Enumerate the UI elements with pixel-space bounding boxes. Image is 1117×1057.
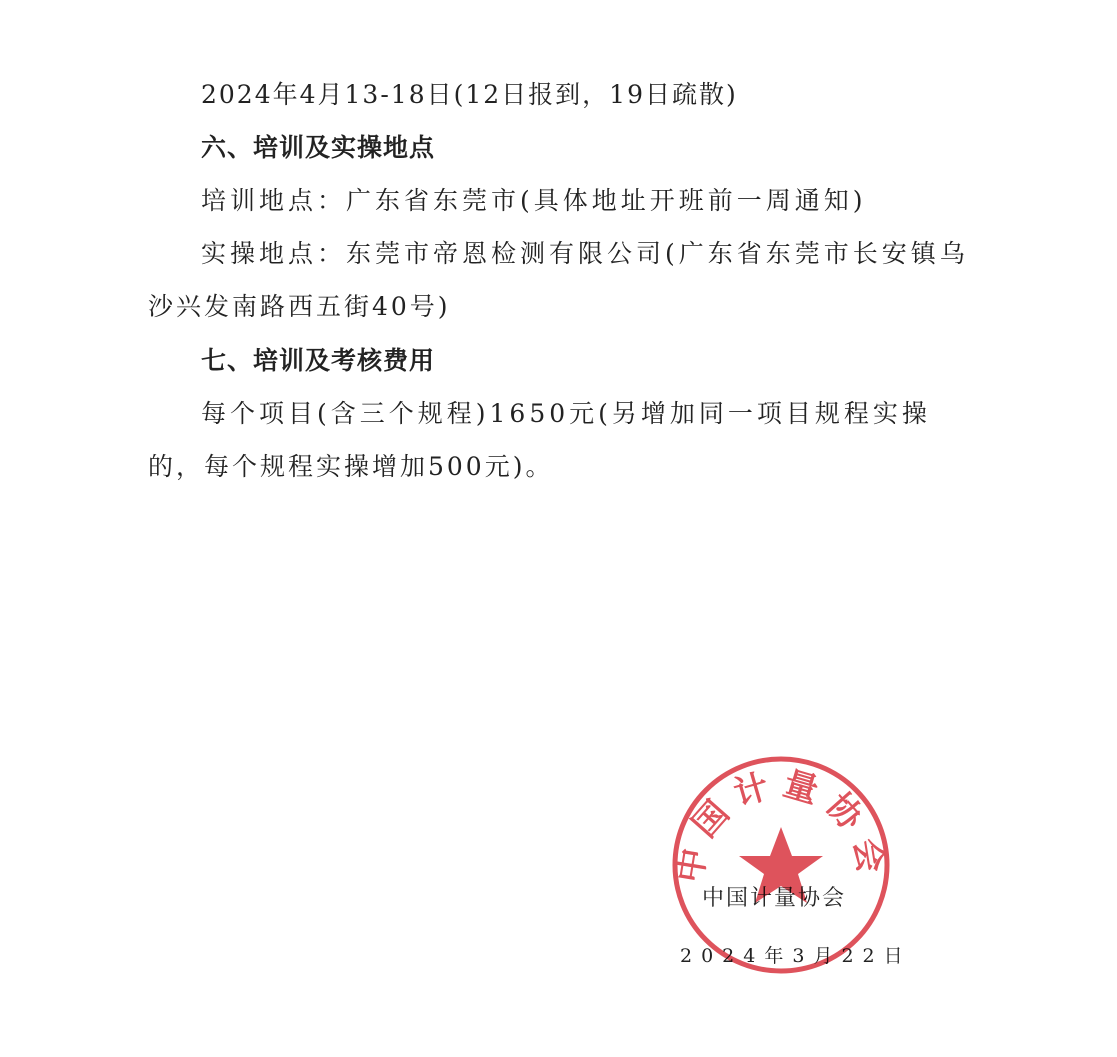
star-icon — [739, 827, 823, 903]
official-seal — [668, 752, 894, 978]
section-7-heading: 七、培训及考核费用 — [201, 346, 436, 375]
seal-text: 中国计量协会 — [669, 763, 893, 886]
fee-line-2: 的，每个规程实操增加500元)。 — [148, 452, 554, 481]
practice-location-line-1: 实操地点：东莞市帝恩检测有限公司(广东省东莞市长安镇乌 — [201, 239, 969, 268]
practice-location-line-2: 沙兴发南路西五街40号) — [148, 292, 451, 321]
training-location-line: 培训地点：广东省东莞市(具体地址开班前一周通知) — [201, 186, 867, 215]
training-dates-line: 2024年4月13-18日(12日报到，19日疏散) — [201, 80, 738, 109]
signature-date: 2024年3月22日 — [680, 945, 912, 967]
signature-organization: 中国计量协会 — [702, 886, 847, 911]
fee-line-1: 每个项目(含三个规程)1650元(另增加同一项目规程实操 — [201, 399, 931, 428]
section-6-heading: 六、培训及实操地点 — [201, 133, 436, 162]
